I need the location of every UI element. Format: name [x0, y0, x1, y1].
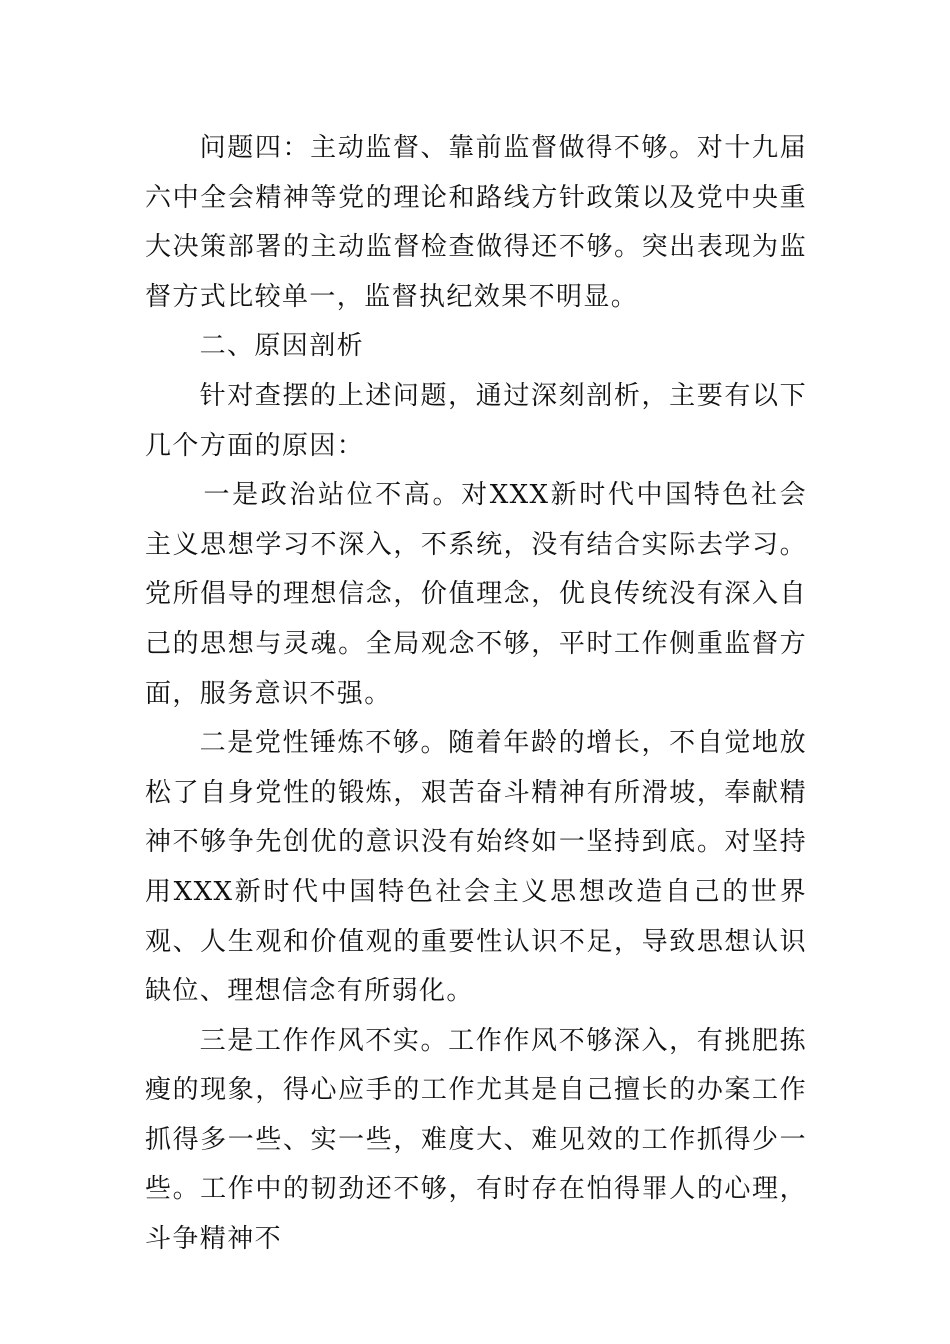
- paragraph-cause-two: 二是党性锤炼不够。随着年龄的增长，不自觉地放松了自身党性的锻炼，艰苦奋斗精神有所滑坡，奉献精神不够争先创优的意识没有始终如一坚持到底。对坚持用XXX新时代中国特色社会主义思想改造自己的世界观、人生观和价值观的重要性认识不足，导致思想认识缺位、理想信念有所弱化。: [145, 728, 807, 1007]
- paragraph-problem-four: 问题四：主动监督、靠前监督做得不够。对十九届六中全会精神等党的理论和路线方针政策以及党中央重大决策部署的主动监督检查做得还不够。突出表现为监督方式比较单一，监督执纪效果不明显。: [145, 133, 807, 312]
- paragraph-intro: 针对查摆的上述问题，通过深刻剖析，主要有以下几个方面的原因：: [145, 380, 807, 461]
- section-heading-cause-analysis: 二、原因剖析: [199, 331, 364, 362]
- paragraph-cause-one: 一是政治站位不高。对XXX新时代中国特色社会主义思想学习不深入，不系统，没有结合实际去学习。党所倡导的理想信念，价值理念，优良传统没有深入自己的思想与灵魂。全局观念不够，平时工作侧重监督方面，服务意识不强。: [145, 480, 807, 709]
- paragraph-cause-three: 三是工作作风不实。工作作风不够深入，有挑肥拣瘦的现象，得心应手的工作尤其是自己擅长的办案工作抓得多一些、实一些，难度大、难见效的工作抓得少一些。工作中的韧劲还不够，有时存在怕得罪人的心理，斗争精神不: [145, 1025, 807, 1255]
- document-body: [145, 124, 807, 1265]
